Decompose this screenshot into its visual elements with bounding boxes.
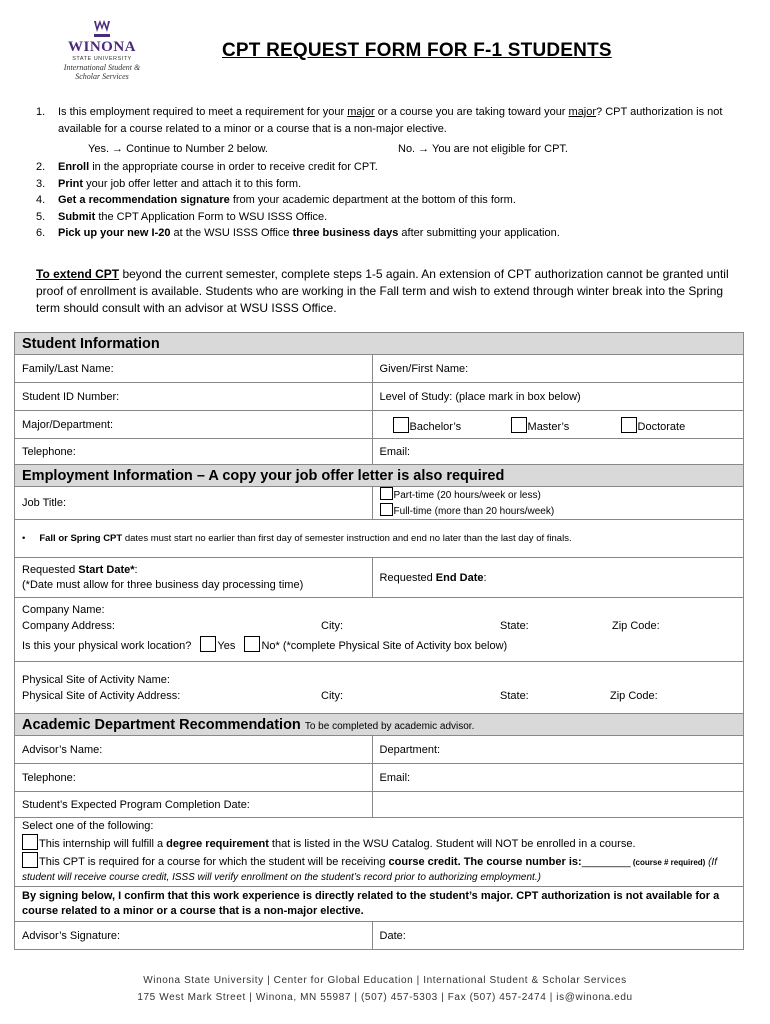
physical-no-checkbox[interactable]	[244, 636, 260, 652]
step-text: in the appropriate course in order to receive credit for CPT.	[89, 161, 378, 173]
email-field[interactable]: Email:	[372, 439, 743, 465]
steps-list	[36, 104, 736, 242]
physical-yes-option[interactable]	[200, 640, 235, 652]
step-text: after submitting your application.	[398, 227, 560, 239]
step-4	[36, 192, 736, 209]
full-time-checkbox[interactable]	[380, 503, 393, 516]
page-footer	[0, 972, 770, 1006]
signature-date-field[interactable]: Date:	[372, 922, 743, 950]
company-state-field[interactable]: State:	[500, 620, 529, 632]
masters-checkbox[interactable]	[511, 417, 527, 433]
company-zip-field[interactable]: Zip Code:	[612, 620, 660, 632]
option-text: This CPT is required for a course for which the student will be receiving	[39, 856, 389, 868]
logo-office-line1: International Student &	[63, 63, 141, 72]
option-text: that is listed in the WSU Catalog. Student will NOT be enrolled in a course.	[268, 838, 636, 850]
step-number: 3.	[36, 177, 46, 190]
dates-bold: Fall or Spring CPT	[39, 533, 123, 544]
completion-date-value[interactable]	[372, 792, 743, 818]
advisor-name-field[interactable]: Advisor’s Name:	[15, 736, 373, 764]
physical-no-option[interactable]	[244, 640, 507, 652]
advisor-signature-field[interactable]: Advisor’s Signature:	[15, 922, 373, 950]
step-text: from your academic department at the bottom of this form.	[229, 194, 516, 206]
telephone-field[interactable]: Telephone:	[15, 439, 373, 465]
completion-date-field[interactable]: Student’s Expected Program Completion Date:	[15, 792, 373, 818]
company-info-block	[15, 598, 744, 662]
start-date-bold: Start Date*	[78, 563, 135, 576]
student-section-heading: Student Information	[15, 333, 744, 355]
page-title: CPT REQUEST FORM FOR F-1 STUDENTS	[222, 40, 612, 61]
step-underline: major	[568, 106, 597, 118]
company-name-field[interactable]: Company Name:	[22, 604, 105, 616]
site-zip-field[interactable]: Zip Code:	[610, 690, 658, 702]
bullet: •	[22, 533, 26, 544]
full-time-label: Full-time (more than 20 hours/week)	[393, 506, 555, 517]
part-time-checkbox[interactable]	[380, 487, 393, 500]
physical-yes-label: Yes	[217, 640, 236, 652]
footer-line2: 175 West Mark Street | Winona, MN 55987 | (507) 457-5303 | Fax (507) 457-2474 | is@winona.edu	[137, 992, 633, 1003]
end-date-colon: :	[483, 571, 487, 584]
company-city-field[interactable]: City:	[321, 620, 343, 632]
degree-requirement-checkbox[interactable]	[22, 834, 38, 850]
step-6	[36, 225, 736, 242]
step-text: the CPT Application Form to WSU ISSS Office.	[95, 210, 328, 223]
step-2	[36, 159, 736, 176]
student-id-field[interactable]: Student ID Number:	[15, 383, 373, 411]
select-label: Select one of the following:	[22, 820, 154, 832]
course-number-blank[interactable]: ________	[581, 856, 631, 868]
footer-line1: Winona State University | Center for Global Education | International Student & Scholar Services	[143, 975, 627, 986]
step-text: Is this employment required to meet a requirement for your	[58, 106, 348, 118]
doctorate-label: Doctorate	[637, 421, 686, 433]
end-date-field[interactable]	[372, 558, 743, 598]
site-address-field[interactable]: Physical Site of Activity Address:	[22, 690, 181, 702]
employment-section-heading: Employment Information – A copy your job offer letter is also required	[15, 465, 744, 487]
step-number: 5.	[36, 210, 46, 223]
part-time-option[interactable]	[380, 487, 736, 503]
major-field[interactable]: Major/Department:	[15, 411, 373, 439]
start-date-label: Requested	[22, 563, 79, 576]
hours-options	[372, 487, 743, 520]
end-date-bold: End Date	[435, 571, 484, 584]
department-field[interactable]: Department:	[372, 736, 743, 764]
logo-university: STATE UNIVERSITY	[72, 56, 132, 62]
eligibility-options	[36, 137, 736, 159]
dates-text: dates must start no earlier than first day of semester instruction and end no later than the last day of finals.	[122, 533, 572, 544]
physical-no-label: No* (*complete Physical Site of Activity box below)	[261, 640, 508, 652]
step-text: at the WSU ISSS Office	[170, 227, 293, 239]
doctorate-checkbox[interactable]	[621, 417, 637, 433]
certification-statement: By signing below, I confirm that this work experience is directly related to the student’s major. CPT authorization is not available for a course related to a minor or a course that is a non-major elective.	[15, 887, 744, 922]
academic-heading-note: To be completed by academic advisor.	[304, 720, 475, 732]
extension-text: beyond the current semester, complete steps 1-5 again. An extension of CPT authorization cannot be granted until proof of enrollment is available. Students who are working in the Fall term and wish to extend through winter break into the Spring term should consult with an advisor at WSU ISSS Office.	[36, 267, 729, 315]
physical-location-question	[22, 636, 507, 652]
site-city-field[interactable]: City:	[321, 690, 343, 702]
advisor-email-field[interactable]: Email:	[372, 764, 743, 792]
option-italic: (If student will receive course credit, ISSS will verify enrollment on the student’s record prior to authorizing employment.)	[22, 857, 717, 883]
academic-heading-text: Academic Department Recommendation	[22, 716, 301, 733]
step-text: or a course you are taking toward your	[374, 106, 569, 118]
step-5	[36, 209, 736, 226]
doctorate-option[interactable]	[621, 417, 686, 433]
given-name-field[interactable]: Given/First Name:	[372, 355, 743, 383]
winona-crest-icon	[91, 18, 113, 40]
step-bold: Pick up your new I-20	[58, 227, 171, 239]
masters-option[interactable]	[511, 417, 570, 433]
part-time-label: Part-time (20 hours/week or less)	[393, 490, 541, 501]
start-date-note: (*Date must allow for three business day processing time)	[22, 578, 304, 591]
start-date-colon: :	[134, 563, 138, 576]
job-title-field[interactable]: Job Title:	[15, 487, 373, 520]
credit-options	[15, 818, 744, 887]
no-option: No. → You are not eligible for CPT.	[398, 143, 568, 155]
masters-label: Master’s	[527, 421, 570, 433]
step-bold: Get a recommendation signature	[58, 194, 230, 206]
course-credit-option[interactable]	[22, 852, 736, 885]
extension-note	[36, 266, 741, 317]
end-date-label: Requested	[379, 571, 436, 584]
physical-site-block	[15, 662, 744, 714]
option-bold: course credit. The course number is:	[388, 856, 582, 868]
company-address-field[interactable]: Company Address:	[22, 620, 115, 632]
step-text: ? CPT authorization is not available for a course related to a minor or a course that is a non-major elective.	[58, 106, 723, 135]
site-state-field[interactable]: State:	[500, 690, 529, 702]
logo-name: WINONA	[67, 39, 136, 55]
option-text: This internship will fulfill a	[39, 838, 167, 850]
step-1	[36, 104, 736, 137]
site-name-field[interactable]: Physical Site of Activity Name:	[22, 674, 170, 686]
winona-logo	[52, 18, 152, 81]
step-number: 1.	[36, 106, 46, 118]
bachelors-option[interactable]	[393, 417, 462, 433]
start-date-field[interactable]	[15, 558, 373, 598]
physical-location-label: Is this your physical work location?	[22, 640, 192, 652]
step-number: 2.	[36, 161, 46, 173]
option-small: (course # required)	[630, 858, 706, 867]
step-text: your job offer letter and attach it to this form.	[83, 177, 302, 190]
full-time-option[interactable]	[380, 503, 736, 519]
step-underline: major	[347, 106, 375, 118]
family-name-field[interactable]: Family/Last Name:	[15, 355, 373, 383]
physical-yes-checkbox[interactable]	[200, 636, 216, 652]
extension-lead: To extend CPT	[36, 267, 120, 281]
cpt-form-table	[14, 332, 744, 950]
step-number: 4.	[36, 194, 46, 206]
step-bold: Print	[58, 177, 84, 190]
degree-requirement-option[interactable]	[22, 834, 736, 852]
step-3	[36, 176, 736, 193]
academic-section-heading	[15, 714, 744, 736]
course-credit-checkbox[interactable]	[22, 852, 38, 868]
yes-option: Yes. → Continue to Number 2 below.	[88, 143, 268, 155]
advisor-telephone-field[interactable]: Telephone:	[15, 764, 373, 792]
level-checkboxes	[372, 411, 743, 439]
level-of-study-label: Level of Study: (place mark in box below)	[372, 383, 743, 411]
bachelors-checkbox[interactable]	[393, 417, 409, 433]
step-bold: three business days	[292, 227, 399, 239]
bachelors-label: Bachelor’s	[409, 421, 462, 433]
logo-office-line2: Scholar Services	[75, 72, 129, 81]
step-number: 6.	[36, 227, 46, 239]
option-bold: degree requirement	[166, 838, 269, 850]
step-bold: Enroll	[58, 161, 90, 173]
step-bold: Submit	[58, 210, 96, 223]
cpt-dates-note	[15, 520, 744, 558]
